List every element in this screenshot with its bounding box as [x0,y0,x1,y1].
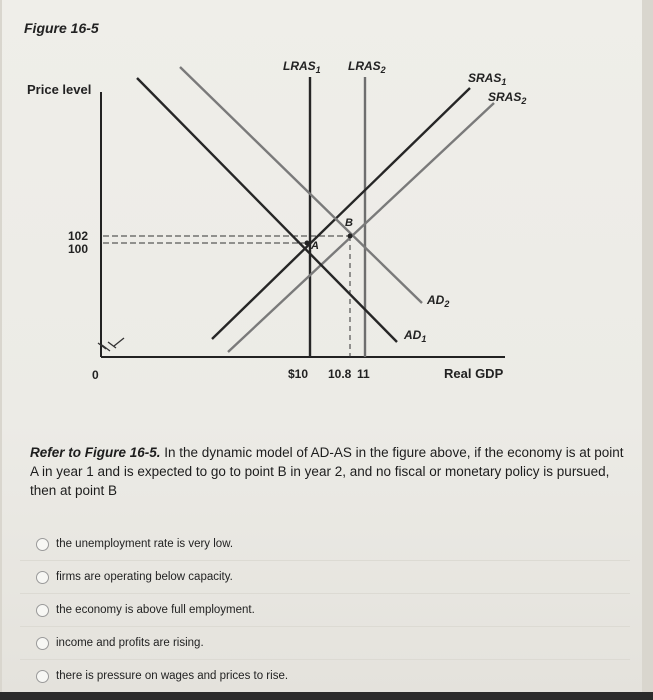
answer-label: there is pressure on wages and prices to rise. [56,670,289,682]
radio-button-icon[interactable] [36,670,49,683]
x-tick-11: 11 [357,367,370,381]
radio-button-icon[interactable] [36,637,49,650]
origin-label: 0 [92,368,99,382]
lras2-label: $LRAS_2$ [348,59,386,75]
point-a-marker [305,241,310,246]
answer-option-1[interactable] [20,528,630,561]
answer-option-4[interactable] [20,627,630,660]
lras1-label: $LRAS_1$ [283,59,321,75]
answer-option-2[interactable] [20,561,630,594]
radio-button-icon[interactable] [36,571,49,584]
ad1-label: $AD_1$ [404,328,427,344]
answer-label: firms are operating below capacity. [56,571,233,583]
point-b-label: B [345,217,353,229]
x-tick-10: $10 [288,367,309,381]
question-body: In the dynamic model of AD-AS in the figure above, if the economy is at point A in year 1 and is expected to go to point B in year 2, and no fiscal or monetary policy is pursued, then at point B [30,445,624,498]
axis-break-tail [114,338,124,346]
sras1-label: $SRAS_1$ [468,71,507,87]
answer-label: the economy is above full employment. [56,604,255,616]
x-tick-10-8: 10.8 [328,367,352,381]
radio-button-icon[interactable] [36,604,49,617]
answer-label: the unemployment rate is very low. [56,538,234,550]
answer-options [20,528,630,693]
screen-bottom-edge [0,692,653,700]
ad1-line [137,78,397,342]
ad2-line [180,67,422,303]
question-ref: Refer to Figure 16-5. [30,445,161,460]
answer-label: income and profits are rising. [56,637,204,649]
sras2-line [228,103,494,352]
answer-option-5[interactable] [20,660,630,693]
ad2-label: $AD_2$ [427,293,450,309]
question-text [30,443,630,500]
answer-option-3[interactable] [20,594,630,627]
radio-button-icon[interactable] [36,538,49,551]
figure-title: Figure 16-5 [24,20,99,36]
point-a-label: A [311,240,319,252]
y-axis-label: Price level [27,82,92,97]
y-tick-102: 102 [68,229,89,243]
y-tick-100: 100 [68,242,89,256]
point-b-marker [348,234,353,239]
sras2-label: $SRAS_2$ [488,90,527,106]
x-axis-label: Real GDP [444,366,504,381]
